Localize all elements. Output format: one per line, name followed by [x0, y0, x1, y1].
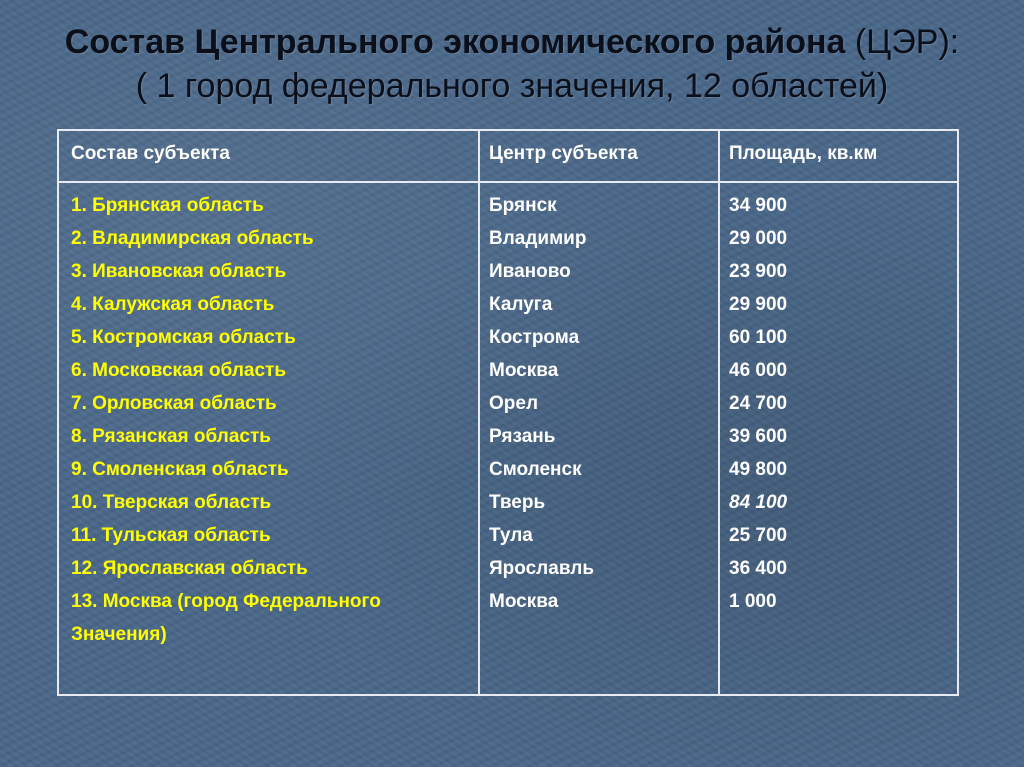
- subject-cell: 5. Костромская область: [71, 327, 296, 348]
- areas-column: [729, 189, 787, 618]
- center-cell: Тула: [489, 525, 533, 546]
- subjects-table: [57, 129, 959, 696]
- header-subject: Состав субъекта: [71, 143, 230, 164]
- page-title: [0, 20, 1024, 108]
- center-cell: Владимир: [489, 228, 587, 249]
- center-cell: Калуга: [489, 294, 553, 315]
- centers-column: [489, 189, 594, 618]
- subject-cell: 11. Тульская область: [71, 525, 271, 546]
- subject-cell: 1. Брянская область: [71, 195, 264, 216]
- subject-cell: 12. Ярославская область: [71, 558, 308, 579]
- area-cell: 36 400: [729, 558, 788, 579]
- header-area: Площадь, кв.км: [729, 143, 878, 164]
- title-suffix: (ЦЭР):: [845, 23, 960, 61]
- subject-cell: 2. Владимирская область: [71, 228, 314, 249]
- subjects-column: [71, 189, 381, 651]
- subject-cell: 6. Московская область: [71, 360, 287, 381]
- subject-cell: 7. Орловская область: [71, 393, 277, 414]
- subject-cell-continuation: Значения): [71, 624, 167, 645]
- center-cell: Смоленск: [489, 459, 582, 480]
- title-line-2: ( 1 город федерального значения, 12 областей): [135, 67, 889, 105]
- area-cell: 39 600: [729, 426, 788, 447]
- area-cell: 46 000: [729, 360, 788, 381]
- subject-cell: 13. Москва (город Федерального: [71, 591, 381, 612]
- column-divider-1: [478, 131, 480, 694]
- center-cell: Тверь: [489, 492, 546, 513]
- center-cell: Рязань: [489, 426, 556, 447]
- header-divider: [59, 181, 957, 183]
- center-cell: Орел: [489, 393, 539, 414]
- subject-cell: 8. Рязанская область: [71, 426, 271, 447]
- area-cell: 60 100: [729, 327, 788, 348]
- area-cell: 34 900: [729, 195, 788, 216]
- area-cell: 25 700: [729, 525, 788, 546]
- header-center: Центр субъекта: [489, 143, 638, 164]
- area-cell: 23 900: [729, 261, 788, 282]
- area-cell: 29 900: [729, 294, 788, 315]
- column-divider-2: [718, 131, 720, 694]
- center-cell: Ярославль: [489, 558, 595, 579]
- title-line-1: [0, 20, 1024, 64]
- area-cell: 29 000: [729, 228, 788, 249]
- subject-cell: 3. Ивановская область: [71, 261, 287, 282]
- center-cell: Москва: [489, 360, 559, 381]
- center-cell: Иваново: [489, 261, 571, 282]
- center-cell: Москва: [489, 591, 559, 612]
- area-cell: 1 000: [729, 591, 777, 612]
- title-bold: Состав Центрального экономического района: [64, 23, 846, 61]
- subject-cell: 10. Тверская область: [71, 492, 272, 513]
- subject-cell: 9. Смоленская область: [71, 459, 289, 480]
- area-cell: 49 800: [729, 459, 788, 480]
- subject-cell: 4. Калужская область: [71, 294, 275, 315]
- center-cell: Кострома: [489, 327, 580, 348]
- center-cell: Брянск: [489, 195, 557, 216]
- area-cell-highlighted: 84 100: [729, 492, 788, 513]
- area-cell: 24 700: [729, 393, 788, 414]
